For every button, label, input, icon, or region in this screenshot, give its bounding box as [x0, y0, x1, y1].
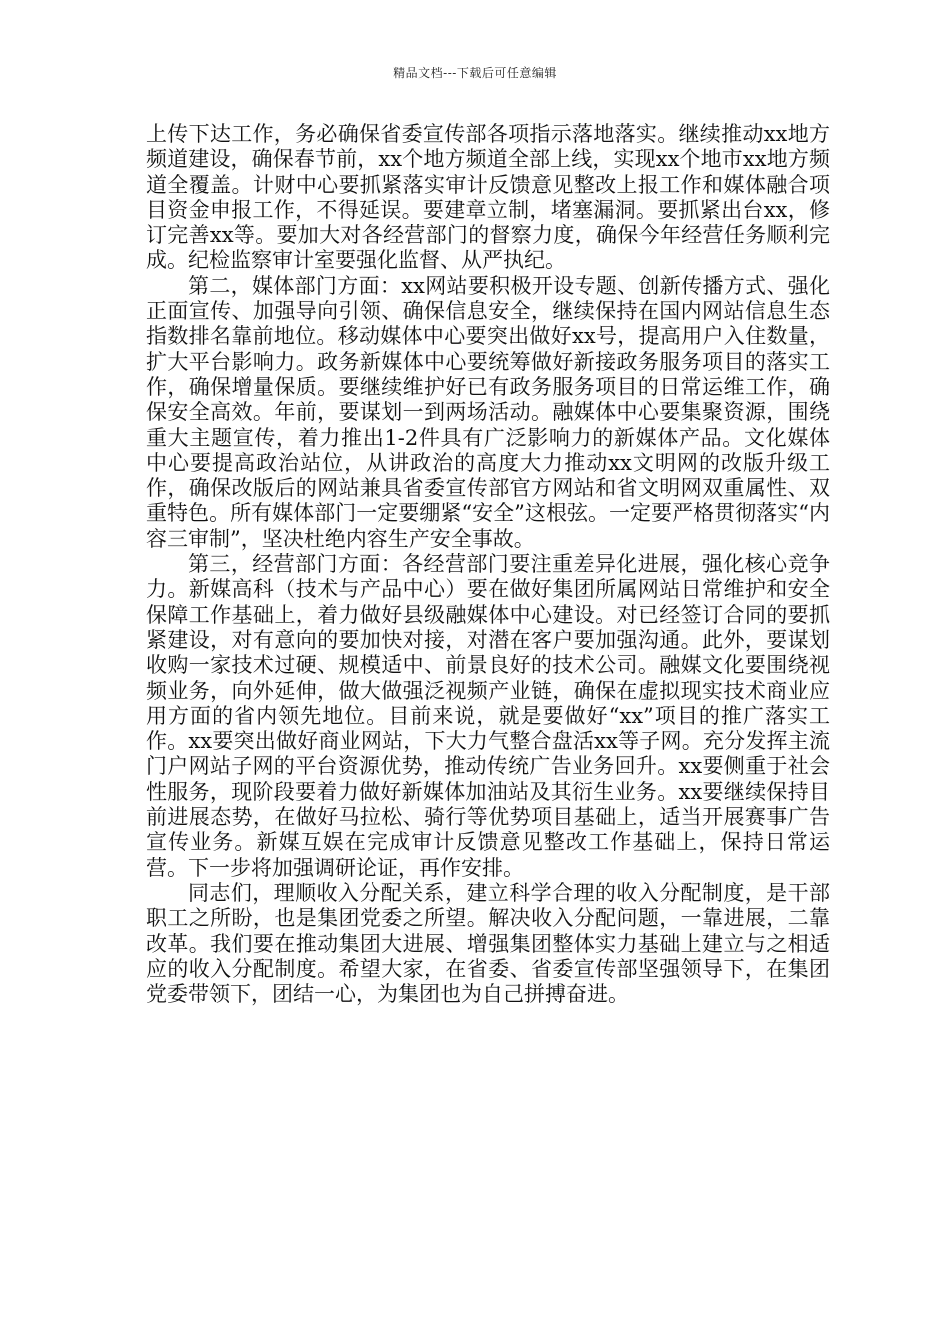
- paragraph-closing: 同志们，理顺收入分配关系，建立科学合理的收入分配制度，是干部职工之所盼，也是集团党委之所望。解决收入分配问题，一靠进展，二靠改革。我们要在推动集团大进展、增强集团整体实力基础上建立与之相适应的收入分配制度。希望大家，在省委、省委宣传部坚强领导下，在集团党委带领下，团结一心，为集团也为自己拼搏奋进。: [146, 880, 830, 1007]
- document-body: [146, 122, 830, 1007]
- paragraph-continuation: 上传下达工作，务必确保省委宣传部各项指示落地落实。继续推动xx地方频道建设，确保春节前，xx个地方频道全部上线，实现xx个地市xx地方频道全覆盖。计财中心要抓紧落实审计反馈意见整改上报工作和媒体融合项目资金申报工作，不得延误。要建章立制，堵塞漏洞。要抓紧出台xx，修订完善xx等。要加大对各经营部门的督察力度，确保今年经营任务顺利完成。纪检监察审计室要强化监督、从严执纪。: [146, 122, 830, 273]
- paragraph-business-departments: 第三，经营部门方面：各经营部门要注重差异化进展，强化核心竞争力。新媒高科（技术与产品中心）要在做好集团所属网站日常维护和安全保障工作基础上，着力做好县级融媒体中心建设。对已经签订合同的要抓紧建设，对有意向的要加快对接，对潜在客户要加强沟通。此外，要谋划收购一家技术过硬、规模适中、前景良好的技术公司。融媒文化要围绕视频业务，向外延伸，做大做强泛视频产业链，确保在虚拟现实技术商业应用方面的省内领先地位。目前来说，就是要做好“xx”项目的推广落实工作。xx要突出做好商业网站，下大力气整合盘活xx等子网。充分发挥主流门户网站子网的平台资源优势，推动传统广告业务回升。xx要侧重于社会性服务，现阶段要着力做好新媒体加油站及其衍生业务。xx要继续保持目前进展态势，在做好马拉松、骑行等优势项目基础上，适当开展赛事广告宣传业务。新媒互娱在完成审计反馈意见整改工作基础上，保持日常运营。下一步将加强调研论证，再作安排。: [146, 552, 830, 880]
- paragraph-media-departments: 第二，媒体部门方面：xx网站要积极开设专题、创新传播方式、强化正面宣传、加强导向引领、确保信息安全，继续保持在国内网站信息生态指数排名靠前地位。移动媒体中心要突出做好xx号，提高用户入住数量，扩大平台影响力。政务新媒体中心要统筹做好新接政务服务项目的落实工作，确保增量保质。要继续维护好已有政务服务项目的日常运维工作，确保安全高效。年前，要谋划一到两场活动。融媒体中心要集聚资源，围绕重大主题宣传，着力推出1-2件具有广泛影响力的新媒体产品。文化媒体中心要提高政治站位，从讲政治的高度大力推动xx文明网的改版升级工作，确保改版后的网站兼具省委宣传部官方网站和省文明网双重属性、双重特色。所有媒体部门一定要绷紧“安全”这根弦。一定要严格贯彻落实“内容三审制”，坚决杜绝内容生产安全事故。: [146, 273, 830, 551]
- page-header: 精品文档---下载后可任意编辑: [393, 66, 557, 80]
